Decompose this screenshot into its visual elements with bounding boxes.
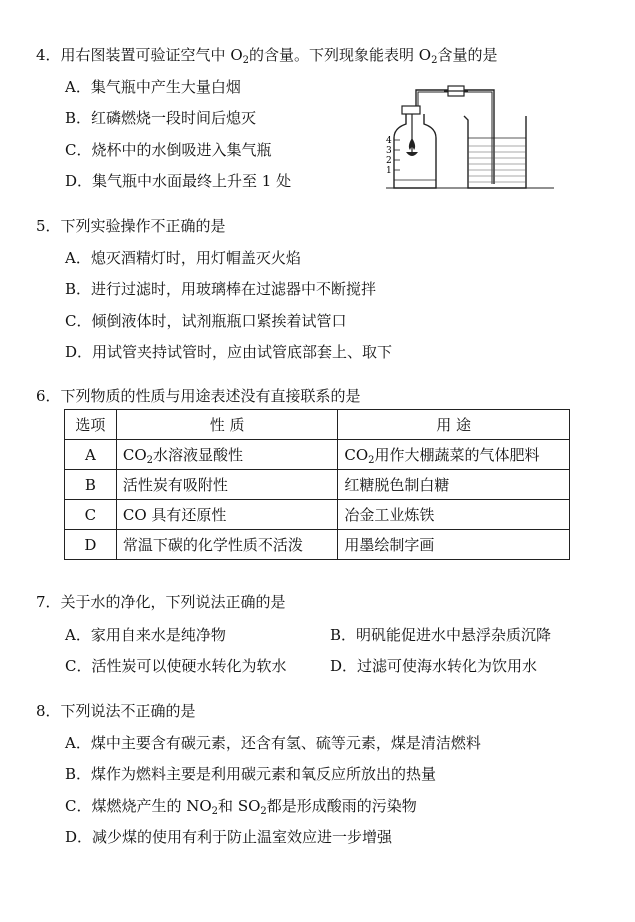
q6-table: [64, 409, 570, 560]
header-use: 用 途: [338, 410, 570, 440]
q8-stem: 8．下列说法不正确的是: [36, 702, 196, 720]
oxygen-experiment-apparatus: [386, 72, 556, 194]
scale-label: 4: [386, 136, 392, 146]
beaker-water: [468, 138, 526, 182]
q7-option-b[interactable]: B．明矾能促进水中悬浮杂质沉降: [330, 626, 552, 644]
row-option: C: [65, 500, 117, 530]
combustion-spoon: [406, 152, 418, 156]
q5-option-c[interactable]: C．倾倒液体时，试剂瓶瓶口紧挨着试管口: [65, 312, 347, 330]
header-option: 选项: [65, 410, 117, 440]
row-use: 用墨绘制字画: [338, 530, 570, 560]
q8-option-a[interactable]: A．煤中主要含有碳元素，还含有氢、硫等元素，煤是清洁燃料: [65, 734, 481, 752]
row-option: A: [65, 440, 117, 470]
bottle-scale: [394, 140, 400, 170]
row-use: 红糖脱色制白糖: [338, 470, 570, 500]
q4-stem: 4．用右图装置可验证空气中 $O_2$的含量。下列现象能表明 $O_2$含量的是: [36, 46, 498, 66]
table-row[interactable]: [65, 500, 570, 530]
stopper: [402, 106, 420, 114]
q5-stem: 5．下列实验操作不正确的是: [36, 217, 226, 235]
table-header-row: [65, 410, 570, 440]
scale-label: 2: [386, 156, 392, 166]
q8-option-c[interactable]: C．煤燃烧产生的 $NO_2$和 $SO_2$都是形成酸雨的污染物: [65, 797, 417, 817]
header-property: 性 质: [116, 410, 338, 440]
row-property: 活性炭有吸附性: [116, 470, 338, 500]
row-use: 冶金工业炼铁: [338, 500, 570, 530]
q8-option-d[interactable]: D．减少煤的使用有利于防止温室效应进一步增强: [65, 828, 393, 846]
q4-option-b[interactable]: B．红磷燃烧一段时间后熄灭: [65, 109, 257, 127]
q7-option-d[interactable]: D．过滤可使海水转化为饮用水: [330, 657, 538, 675]
row-property: CO 具有还原性: [116, 500, 338, 530]
table-row[interactable]: [65, 530, 570, 560]
q4-option-c[interactable]: C．烧杯中的水倒吸进入集气瓶: [65, 141, 272, 159]
q4-option-d[interactable]: D．集气瓶中水面最终上升至 1 处: [65, 172, 292, 190]
q5-option-d[interactable]: D．用试管夹持试管时，应由试管底部套上、取下: [65, 343, 393, 361]
scale-label: 3: [386, 146, 392, 156]
q8-option-b[interactable]: B．煤作为燃料主要是利用碳元素和氧反应所放出的热量: [65, 765, 437, 783]
q4-option-a[interactable]: A．集气瓶中产生大量白烟: [65, 78, 241, 96]
q7-stem: 7．关于水的净化，下列说法正确的是: [36, 593, 286, 611]
q5-option-b[interactable]: B．进行过滤时，用玻璃棒在过滤器中不断搅拌: [65, 280, 377, 298]
row-use: $CO_2$用作大棚蔬菜的气体肥料: [338, 440, 570, 470]
q6-stem: 6．下列物质的性质与用途表述没有直接联系的是: [36, 387, 361, 405]
q7-option-a[interactable]: A．家用自来水是纯净物: [65, 626, 226, 644]
row-option: B: [65, 470, 117, 500]
scale-label: 1: [386, 166, 392, 176]
table-row[interactable]: [65, 470, 570, 500]
row-option: D: [65, 530, 117, 560]
row-property: $CO_2$水溶液显酸性: [116, 440, 338, 470]
table-row[interactable]: [65, 440, 570, 470]
q5-option-a[interactable]: A．熄灭酒精灯时，用灯帽盖灭火焰: [65, 249, 301, 267]
q7-option-c[interactable]: C．活性炭可以使硬水转化为软水: [65, 657, 287, 675]
row-property: 常温下碳的化学性质不活泼: [116, 530, 338, 560]
gas-bottle: [394, 114, 436, 188]
